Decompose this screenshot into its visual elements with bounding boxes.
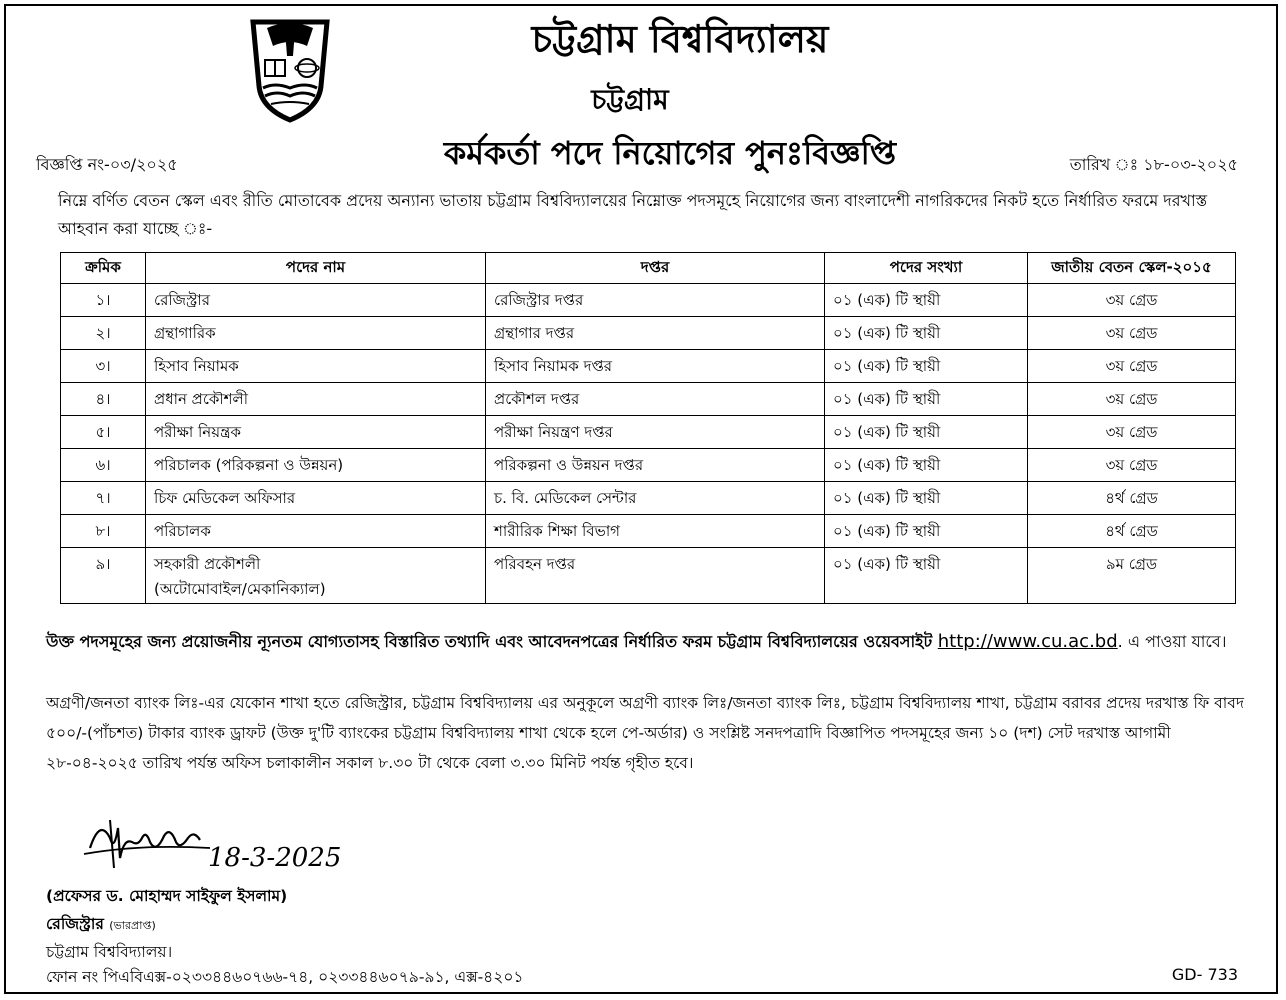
cell-serial: ৯।: [61, 548, 146, 604]
cell-count: ০১ (এক) টি স্থায়ী: [825, 383, 1028, 416]
cell-count: ০১ (এক) টি স্থায়ী: [825, 317, 1028, 350]
notice-number: বিজ্ঞপ্তি নং-০৩/২০২৫: [36, 155, 178, 174]
cell-office: গ্রন্থাগার দপ্তর: [486, 317, 825, 350]
cell-office: চ. বি. মেডিকেল সেন্টার: [486, 482, 825, 515]
signatory-organization: চট্টগ্রাম বিশ্ববিদ্যালয়।: [46, 943, 173, 961]
cell-count: ০১ (এক) টি স্থায়ী: [825, 284, 1028, 317]
cell-serial: ৫।: [61, 416, 146, 449]
website-link[interactable]: http://www.cu.ac.bd: [937, 631, 1118, 652]
cell-serial: ২।: [61, 317, 146, 350]
cell-post: রেজিস্ট্রার: [146, 284, 486, 317]
notice-date: তারিখ ঃ ১৮-০৩-২০২৫: [1069, 155, 1238, 174]
cell-post: চিফ মেডিকেল অফিসার: [146, 482, 486, 515]
signatory-name: (প্রফেসর ড. মোহাম্মদ সাইফুল ইসলাম): [46, 887, 288, 905]
cell-serial: ৮।: [61, 515, 146, 548]
table-row: [61, 350, 1236, 383]
cell-office: পরিবহন দপ্তর: [486, 548, 825, 604]
cell-grade: ৪র্থ গ্রেড: [1028, 515, 1236, 548]
signatory-title-text: রেজিস্ট্রার: [46, 915, 104, 933]
header-count: পদের সংখ্যা: [825, 253, 1028, 284]
cell-office: শারীরিক শিক্ষা বিভাগ: [486, 515, 825, 548]
cell-serial: ৪।: [61, 383, 146, 416]
cell-grade: ৩য় গ্রেড: [1028, 317, 1236, 350]
table-row: [61, 284, 1236, 317]
cell-grade: ৩য় গ্রেড: [1028, 449, 1236, 482]
cell-post: হিসাব নিয়ামক: [146, 350, 486, 383]
cell-office: পরিকল্পনা ও উন্নয়ন দপ্তর: [486, 449, 825, 482]
cell-grade: ৩য় গ্রেড: [1028, 383, 1236, 416]
website-paragraph-text: উক্ত পদসমূহের জন্য প্রয়োজনীয় ন্যূনতম যোগ্যতাসহ বিস্তারিত তথ্যাদি এবং আবেদনপত্রের নির্ধারিত ফরম চট্টগ্রাম বিশ্ববিদ্যালয়ের ওয়েবসাইট: [46, 632, 933, 651]
university-name: চট্টগ্রাম বিশ্ববিদ্যালয়: [531, 17, 829, 61]
cell-post-line2: (অটোমোবাইল/মেকানিক্যাল): [154, 580, 326, 598]
gd-code: GD- 733: [1171, 965, 1238, 984]
website-paragraph: [46, 628, 1246, 655]
table-row: [61, 383, 1236, 416]
header-post: পদের নাম: [146, 253, 486, 284]
cell-serial: ৭।: [61, 482, 146, 515]
cell-grade: ৪র্থ গ্রেড: [1028, 482, 1236, 515]
cell-grade: ৩য় গ্রেড: [1028, 284, 1236, 317]
cell-post: পরিচালক (পরিকল্পনা ও উন্নয়ন): [146, 449, 486, 482]
cell-grade: ৩য় গ্রেড: [1028, 350, 1236, 383]
cell-post: গ্রন্থাগারিক: [146, 317, 486, 350]
notice-heading: কর্মকর্তা পদে নিয়োগের পুনঃবিজ্ঞপ্তি: [443, 134, 897, 172]
cell-office: প্রকৌশল দপ্তর: [486, 383, 825, 416]
header-serial: ক্রমিক: [61, 253, 146, 284]
website-paragraph-rest: . এ পাওয়া যাবে।: [1117, 632, 1227, 651]
cell-count: ০১ (এক) টি স্থায়ী: [825, 449, 1028, 482]
cell-serial: ৩।: [61, 350, 146, 383]
table-header-row: [61, 253, 1236, 284]
cell-count: ০১ (এক) টি স্থায়ী: [825, 482, 1028, 515]
cell-office: পরীক্ষা নিয়ন্ত্রণ দপ্তর: [486, 416, 825, 449]
posts-table: [60, 252, 1236, 604]
cell-count: ০১ (এক) টি স্থায়ী: [825, 350, 1028, 383]
city-name: চট্টগ্রাম: [591, 83, 669, 116]
table-row: [61, 482, 1236, 515]
cell-serial: ১।: [61, 284, 146, 317]
university-logo-icon: [245, 16, 335, 126]
signature-date: 18-3-2025: [208, 843, 342, 873]
application-instructions: অগ্রণী/জনতা ব্যাংক লিঃ-এর যেকোন শাখা হতে রেজিস্ট্রার, চট্টগ্রাম বিশ্ববিদ্যালয় এর অনুকূলে অগ্রণী ব্যাংক লিঃ/জনতা ব্যাংক লিঃ, চট্টগ্রাম বিশ্ববিদ্যালয় শাখা, চট্টগ্রাম বরাবর প্রদেয় দরখাস্ত ফি বাবদ ৫০০/-(পাঁচশত) টাকার ব্যাংক ড্রাফট (উক্ত দু'টি ব্যাংকের চট্টগ্রাম বিশ্ববিদ্যালয় শাখা থেকে হলে পে-অর্ডার) ও সংশ্লিষ্ট সনদপত্রাদি বিজ্ঞাপিত পদসমূহের জন্য ১০ (দশ) সেট দরখাস্ত আগামী ২৮-০৪-২০২৫ তারিখ পর্যন্ত অফিস চলাকালীন সকাল ৮.৩০ টা থেকে বেলা ৩.৩০ মিনিট পর্যন্ত গৃহীত হবে।: [46, 694, 1245, 772]
cell-post: পরিচালক: [146, 515, 486, 548]
signatory-title: [46, 912, 156, 938]
table-row: [61, 548, 1236, 604]
table-row: [61, 317, 1236, 350]
cell-serial: ৬।: [61, 449, 146, 482]
header-pay-scale: জাতীয় বেতন স্কেল-২০১৫: [1028, 253, 1236, 284]
table-row: [61, 515, 1236, 548]
header-office: দপ্তর: [486, 253, 825, 284]
cell-count: ০১ (এক) টি স্থায়ী: [825, 515, 1028, 548]
cell-post: প্রধান প্রকৌশলী: [146, 383, 486, 416]
table-row: [61, 416, 1236, 449]
cell-post: পরীক্ষা নিয়ন্ত্রক: [146, 416, 486, 449]
cell-count: ০১ (এক) টি স্থায়ী: [825, 416, 1028, 449]
cell-office: হিসাব নিয়ামক দপ্তর: [486, 350, 825, 383]
signatory-title-note: (ভারপ্রাপ্ত): [109, 919, 156, 932]
cell-grade: ৩য় গ্রেড: [1028, 416, 1236, 449]
cell-count: ০১ (এক) টি স্থায়ী: [825, 548, 1028, 604]
cell-office: রেজিস্ট্রার দপ্তর: [486, 284, 825, 317]
cell-post: [146, 548, 486, 604]
intro-paragraph: নিম্নে বর্ণিত বেতন স্কেল এবং রীতি মোতাবেক প্রদেয় অন্যান্য ভাতায় চট্টগ্রাম বিশ্ববিদ্যালয়ের নিম্নোক্ত পদসমূহে নিয়োগের জন্য বাংলাদেশী নাগরিকদের নিকট হতে নির্ধারিত ফরমে দরখাস্ত আহবান করা যাচ্ছে ঃ-: [58, 191, 1208, 238]
table-row: [61, 449, 1236, 482]
cell-post-line1: সহকারী প্রকৌশলী: [154, 555, 261, 573]
handwritten-signature-icon: [80, 808, 380, 878]
phone-numbers: ফোন নং পিএবিএক্স-০২৩৩৪৪৬০৭৬৬-৭৪, ০২৩৩৪৪৬০৭৯-৯১, এক্স-৪২০১: [46, 968, 524, 986]
cell-grade: ৯ম গ্রেড: [1028, 548, 1236, 604]
